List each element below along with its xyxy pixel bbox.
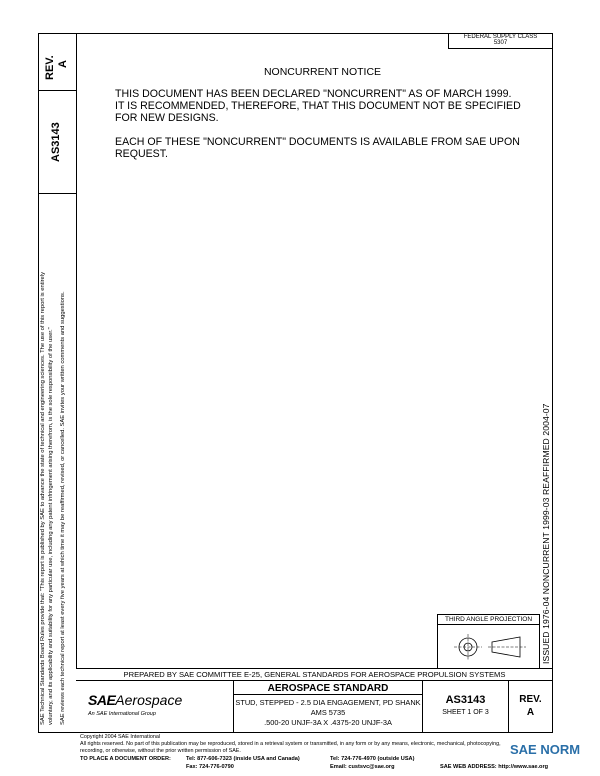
sae-norm-watermark: SAE NORM: [510, 742, 581, 757]
federal-supply-class-label: FEDERAL SUPPLY CLASS: [463, 34, 538, 40]
header-doc-number: AS3143: [50, 122, 62, 162]
standard-title-divider: [233, 694, 423, 695]
docnum-box-right: [508, 680, 509, 732]
rev-box-divider: [38, 90, 77, 91]
logo-tagline: An SAE International Group: [88, 711, 156, 717]
footer-rights-2: recording, or otherwise, without the prior written permission of SAE.: [80, 748, 241, 754]
title-rev-value: A: [526, 707, 535, 718]
header-rev-value: A: [57, 60, 69, 68]
footer-web-address: SAE WEB ADDRESS: http://www.sae.org: [440, 764, 549, 770]
standard-title: AEROSPACE STANDARD: [267, 683, 389, 694]
prepared-by: PREPARED BY SAE COMMITTEE E-25, GENERAL STANDARDS FOR AEROSPACE PROPULSION SYSTEMS: [123, 670, 506, 679]
notice-para1-line2: IT IS RECOMMENDED, THEREFORE, THAT THIS DOCUMENT NOT BE SPECIFIED: [115, 100, 521, 112]
docnum-box-divider: [38, 193, 77, 194]
desc-box-right: [422, 680, 423, 732]
logo-sae: SAE: [88, 692, 116, 708]
logo-aerospace: Aerospace: [115, 692, 183, 708]
title-block-top: [76, 668, 553, 669]
desc-line-1: STUD, STEPPED - 2.5 DIA ENGAGEMENT, PD SHANK: [235, 698, 421, 707]
footer-email: Email: custsvc@sae.org: [330, 764, 395, 770]
footer-copyright: Copyright 2004 SAE International: [80, 734, 161, 740]
disclaimer-line-2: voluntary, and its applicability and suitability for any particular use, including any patent infringement arising therefrom, is the sole responsibility of the user.": [48, 327, 54, 725]
federal-supply-class-code: 5307: [493, 40, 508, 46]
disclaimer-line-1: SAE Technical Standards Board Rules provide that: "This report is published by SAE to advance the state of technical and engineering sciences. The use of this report is entirely: [40, 272, 46, 725]
issue-dates: ISSUED 1976-04 NONCURRENT 1999-03 REAFFIRMED 2004-07: [541, 403, 551, 664]
title-doc-number: AS3143: [445, 694, 486, 706]
prepared-by-divider: [76, 680, 553, 681]
notice-para1-line3: FOR NEW DESIGNS.: [115, 112, 219, 124]
disclaimer-line-3: SAE reviews each technical report at least every five years at which time it may be reaffirmed, revised, or cancelled. SAE invites your written comments and suggestions.: [60, 291, 66, 725]
projection-label: THIRD ANGLE PROJECTION: [444, 616, 533, 623]
projection-box-top: [437, 614, 539, 615]
left-strip-border: [76, 33, 77, 668]
footer-tel-outside: Tel: 724-776-4970 (outside USA): [330, 756, 415, 762]
projection-label-divider: [437, 624, 539, 625]
sheet-number: SHEET 1 OF 3: [442, 709, 489, 716]
frame-bottom: [38, 732, 553, 733]
notice-para1-line1: THIS DOCUMENT HAS BEEN DECLARED "NONCURRENT" AS OF MARCH 1999.: [115, 88, 512, 100]
frame-left: [38, 33, 39, 733]
notice-para2-line1: EACH OF THESE "NONCURRENT" DOCUMENTS IS AVAILABLE FROM SAE UPON: [115, 136, 520, 148]
footer-fax: Fax: 724-776-0790: [186, 764, 234, 770]
footer-order-label: TO PLACE A DOCUMENT ORDER:: [80, 756, 171, 762]
header-rev-label: REV.: [44, 55, 56, 80]
title-rev-label: REV.: [519, 694, 542, 705]
third-angle-projection-symbol: [450, 628, 532, 666]
desc-line-2: AMS 5735: [310, 708, 346, 717]
projection-box-right: [539, 614, 540, 668]
sae-aerospace-logo: [88, 692, 228, 722]
footer-tel-inside: Tel: 877-606-7323 (inside USA and Canada): [186, 756, 300, 762]
footer-rights: All rights reserved. No part of this publication may be reproduced, stored in a retrieval system or transmitted, in any form or by any means, electronic, mechanical, photocopying,: [80, 741, 501, 747]
frame-right: [552, 33, 553, 733]
fsc-box-bottom: [448, 48, 553, 49]
notice-title: NONCURRENT NOTICE: [263, 66, 382, 78]
desc-line-3: .500-20 UNJF-3A X .4375-20 UNJF-3A: [264, 718, 392, 727]
notice-para2-line2: REQUEST.: [115, 148, 168, 160]
